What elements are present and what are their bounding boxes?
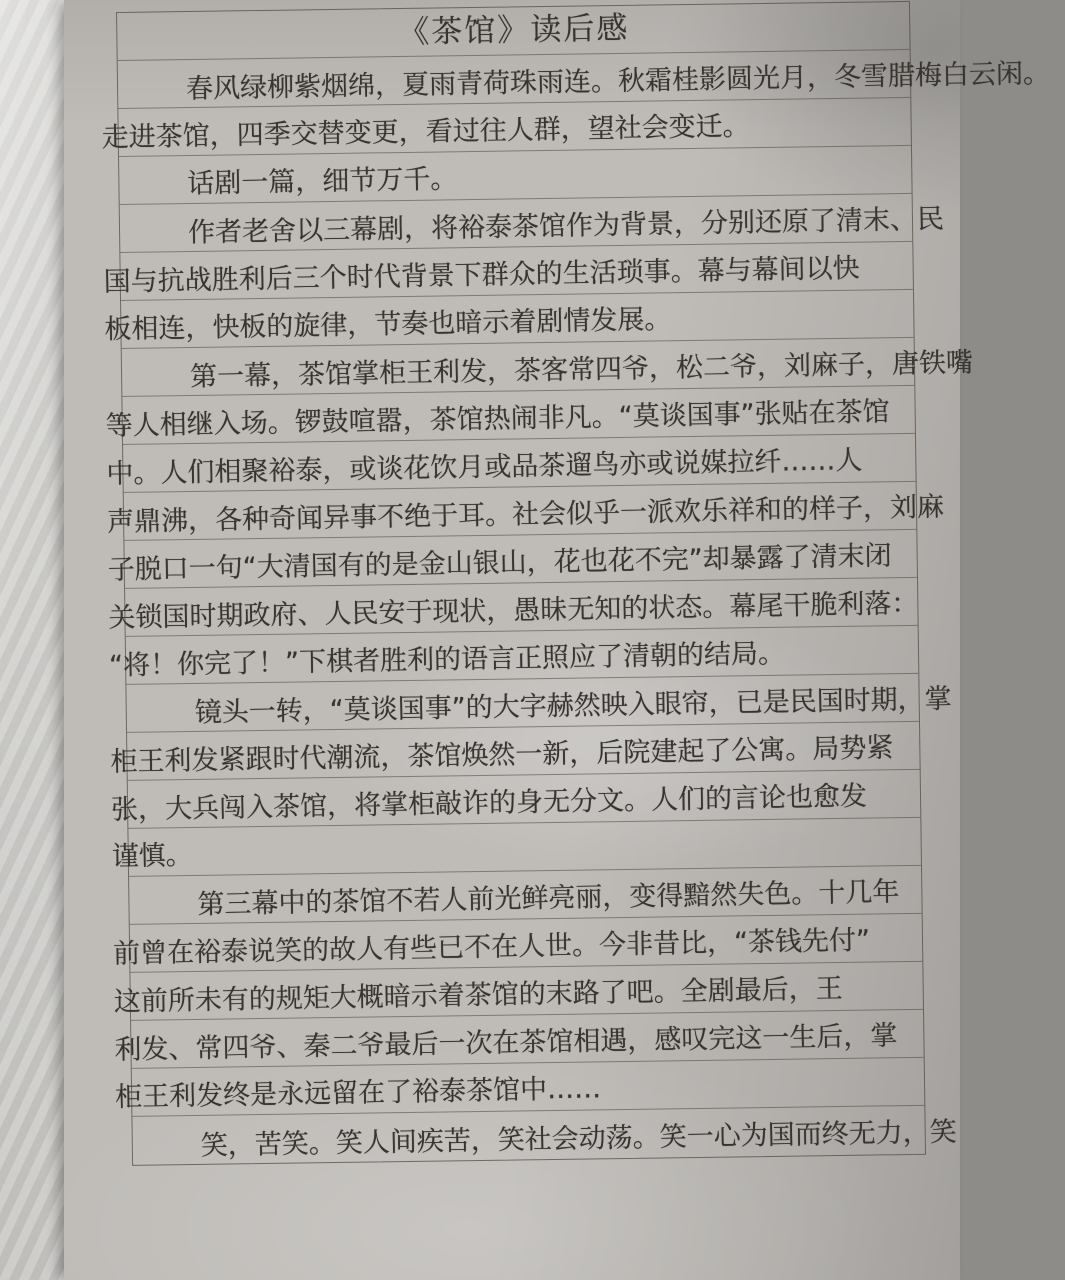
handwritten-line: 板相连，快板的旋律，节奏也暗示着剧情发展。 <box>104 304 672 346</box>
underlying-page-edge <box>0 0 66 1280</box>
handwritten-line: 镜头一转，“莫谈国事”的大字赫然映入眼帘，已是民国时期，掌 <box>194 683 952 729</box>
handwritten-line: 等人相继入场。锣鼓喧嚣，茶馆热闹非凡。“莫谈国事”张贴在茶馆 <box>105 396 890 442</box>
handwritten-line: 柜王利发终是永远留在了裕泰茶馆中…… <box>114 1073 602 1114</box>
handwritten-line: 春风绿柳紫烟绵，夏雨青荷珠雨连。秋霜桂影圆光月，冬雪腊梅白云闲。 <box>185 58 1051 105</box>
handwritten-line: 关锁国时期政府、人民安于现状，愚昧无知的状态。幕尾干脆利落： <box>108 588 919 634</box>
handwritten-line: 中。人们相聚裕泰，或谈花饮月或品茶遛鸟亦或说媒拉纤……人 <box>106 444 863 490</box>
handwritten-line: 张，大兵闯入茶馆，将掌柜敲诈的身无分文。人们的言论也愈发 <box>110 780 868 826</box>
handwritten-line: 作者老舍以三幕剧，将裕泰茶馆作为背景，分别还原了清末、民 <box>187 203 945 249</box>
handwritten-line: 国与抗战胜利后三个时代背景下群众的生活琐事。幕与幕间以快 <box>103 252 860 298</box>
handwritten-line: 走进茶馆，四季交替变更，看过往人群，望社会变迁。 <box>101 110 750 154</box>
handwritten-line: 谨慎。 <box>111 839 194 873</box>
ruled-row <box>132 1106 957 1165</box>
handwritten-line: “将！你完了！”下棋者胜利的语言正照应了清朝的结局。 <box>108 638 786 682</box>
ruled-frame <box>101 1 1051 1166</box>
handwritten-line: 笑，苦笑。笑人间疾苦，笑社会动荡。笑一心为国而终无力，笑 <box>200 1116 957 1162</box>
handwritten-line: 子脱口一句“大清国有的是金山银山，花也花不完”却暴露了清末闭 <box>107 540 892 586</box>
handwritten-line: 前曾在裕泰说笑的故人有些已不在人世。今非昔比，“茶钱先付” <box>112 924 871 970</box>
handwritten-line: 第一幕，茶馆掌柜王利发，茶客常四爷，松二爷，刘麻子，唐铁嘴 <box>189 347 974 393</box>
handwritten-line: 利发、常四爷、秦二爷最后一次在茶馆相遇，感叹完这一生后，掌 <box>114 1020 898 1066</box>
handwritten-line: 柜王利发紧跟时代潮流，茶馆焕然一新，后院建起了公寓。局势紧 <box>110 732 894 778</box>
handwritten-line: 第三幕中的茶馆不若人前光鲜亮丽，变得黯然失色。十几年 <box>197 876 900 921</box>
handwritten-line: 话剧一篇，细节万千。 <box>187 163 458 200</box>
handwritten-line: 这前所未有的规矩大概暗示着茶馆的末路了吧。全剧最后，王 <box>113 973 843 1018</box>
handwritten-line: 声鼎沸，各种奇闻异事不绝于耳。社会似乎一派欢乐祥和的样子，刘麻 <box>106 491 945 538</box>
essay-title: 《茶馆》读后感 <box>397 10 630 51</box>
notebook-page <box>64 0 1051 1280</box>
